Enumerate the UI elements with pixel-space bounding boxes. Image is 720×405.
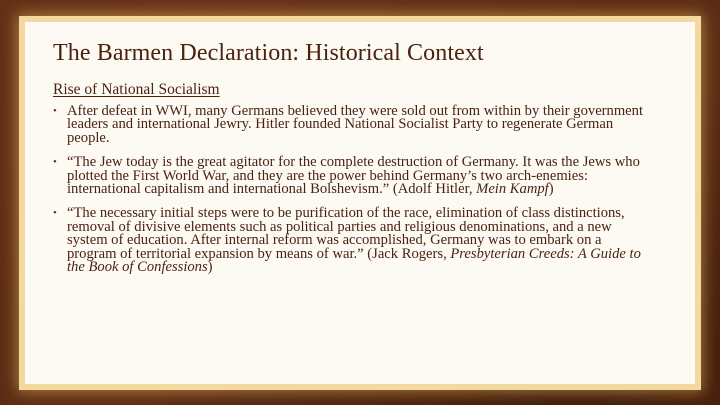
bullet-item <box>53 105 653 145</box>
bullet-list <box>53 105 653 285</box>
book-title: Presbyterian Creeds: A Guide to the Book of Confessions <box>67 245 641 276</box>
bullet-text-end: ) <box>548 181 554 198</box>
bullet-icon: • <box>53 156 57 169</box>
slide-title: The Barmen Declaration: Historical Context <box>53 40 484 66</box>
bullet-text: “The necessary initial steps were to be purification of the race, elimination of class distinctions, removal of divisive elements such as political parties and religious denominations, and a new system of education. After internal reform was accomplished, Germany was to embark on a program of territorial expansion by means of war.” (Jack Rogers, <box>67 205 625 262</box>
bullet-item <box>53 207 653 274</box>
slide-subtitle: Rise of National Socialism <box>53 81 220 98</box>
bullet-icon: • <box>53 105 57 117</box>
bullet-text-end: ) <box>207 259 213 276</box>
bullet-icon: • <box>53 207 57 220</box>
bullet-text: After defeat in WWI, many Germans believed they were sold out from within by their government leaders and international Jewry. Hitler founded National Socialist Party to regenerate German people. <box>67 103 644 146</box>
bullet-item <box>53 156 653 196</box>
book-title: Mein Kampf <box>476 181 549 198</box>
bullet-text: “The Jew today is the great agitator for the complete destruction of Germany. It was the Jews who plotted the First World War, and they are the power behind Germany’s two arch-enemies: international capitalism and international Bolshevism.” (Adolf Hitler, <box>67 154 640 198</box>
